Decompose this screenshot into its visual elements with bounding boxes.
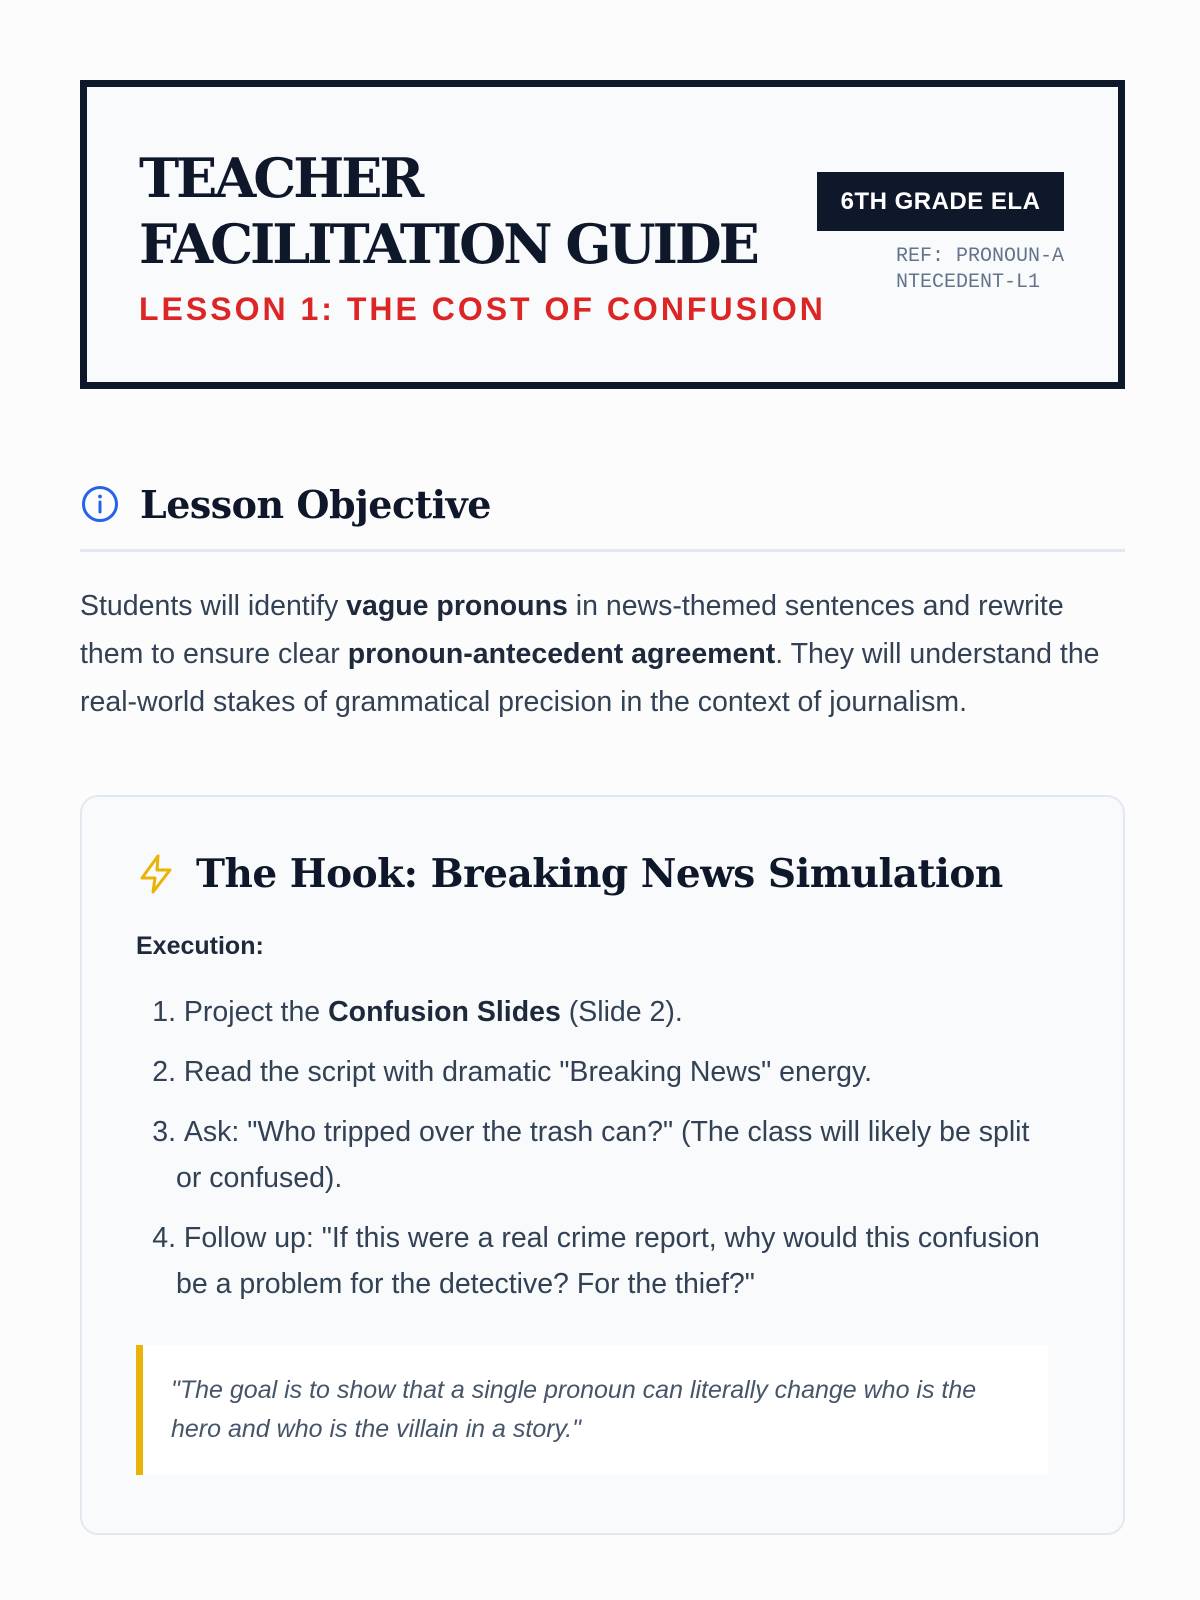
grade-badge: 6TH GRADE ELA — [817, 172, 1064, 231]
lightning-bolt-icon — [136, 852, 176, 896]
step-number: 1. — [152, 996, 176, 1028]
objective-bold-1: vague pronouns — [346, 590, 568, 622]
step-text — [176, 1109, 1056, 1201]
step-text-bold: Confusion Slides — [328, 996, 561, 1028]
page-title: TEACHER FACILITATION GUIDE — [139, 146, 757, 276]
header-card — [80, 80, 1125, 389]
step-number: 2. — [152, 1056, 176, 1088]
execution-label: Execution: — [136, 932, 264, 960]
hook-heading — [136, 851, 1003, 897]
teacher-note-quote: "The goal is to show that a single pronoun can literally change who is the hero and who is the villain in a story." — [136, 1345, 1048, 1475]
step-number: 3. — [152, 1116, 176, 1148]
step-text-post: (Slide 2). — [560, 996, 683, 1028]
objective-text-2: in news-themed sentences and rewrite them to ensure clear — [80, 590, 1064, 670]
list-item — [136, 1049, 1056, 1095]
hook-card — [80, 795, 1125, 1535]
objective-paragraph — [80, 582, 1125, 726]
list-item — [136, 989, 1056, 1035]
step-text-body: Follow up: "If this were a real crime report, why would this confusion be a problem for the detective? For the thief?" — [176, 1222, 1040, 1300]
step-text — [176, 1215, 1056, 1307]
list-item — [136, 1109, 1056, 1201]
step-number: 4. — [152, 1222, 176, 1254]
objective-bold-2: pronoun-antecedent agreement — [347, 638, 776, 670]
step-text-body: Ask: "Who tripped over the trash can?" (The class will likely be split or confused). — [176, 1116, 1030, 1194]
header-titles — [139, 145, 826, 328]
execution-steps — [136, 989, 1056, 1321]
facilitation-guide-page — [80, 80, 1125, 1443]
objective-title: Lesson Objective — [140, 481, 491, 527]
reference-code: REF: PRONOUN-ANTECEDENT-L1 — [896, 245, 1065, 294]
list-item — [136, 1215, 1056, 1307]
info-icon — [80, 484, 120, 524]
objective-text-1: Students will identify — [80, 590, 347, 622]
step-text-body: Read the script with dramatic "Breaking News" energy. — [183, 1056, 873, 1088]
step-text-pre: Project the — [183, 996, 329, 1028]
objective-text-3: . They will understand the real-world stakes of grammatical precision in the context of journalism. — [80, 638, 1100, 718]
hook-title: The Hook: Breaking News Simulation — [196, 851, 1003, 897]
step-text — [176, 989, 1056, 1035]
step-text — [176, 1049, 1056, 1095]
lesson-subtitle: LESSON 1: THE COST OF CONFUSION — [139, 291, 826, 327]
objective-heading — [80, 473, 1125, 552]
